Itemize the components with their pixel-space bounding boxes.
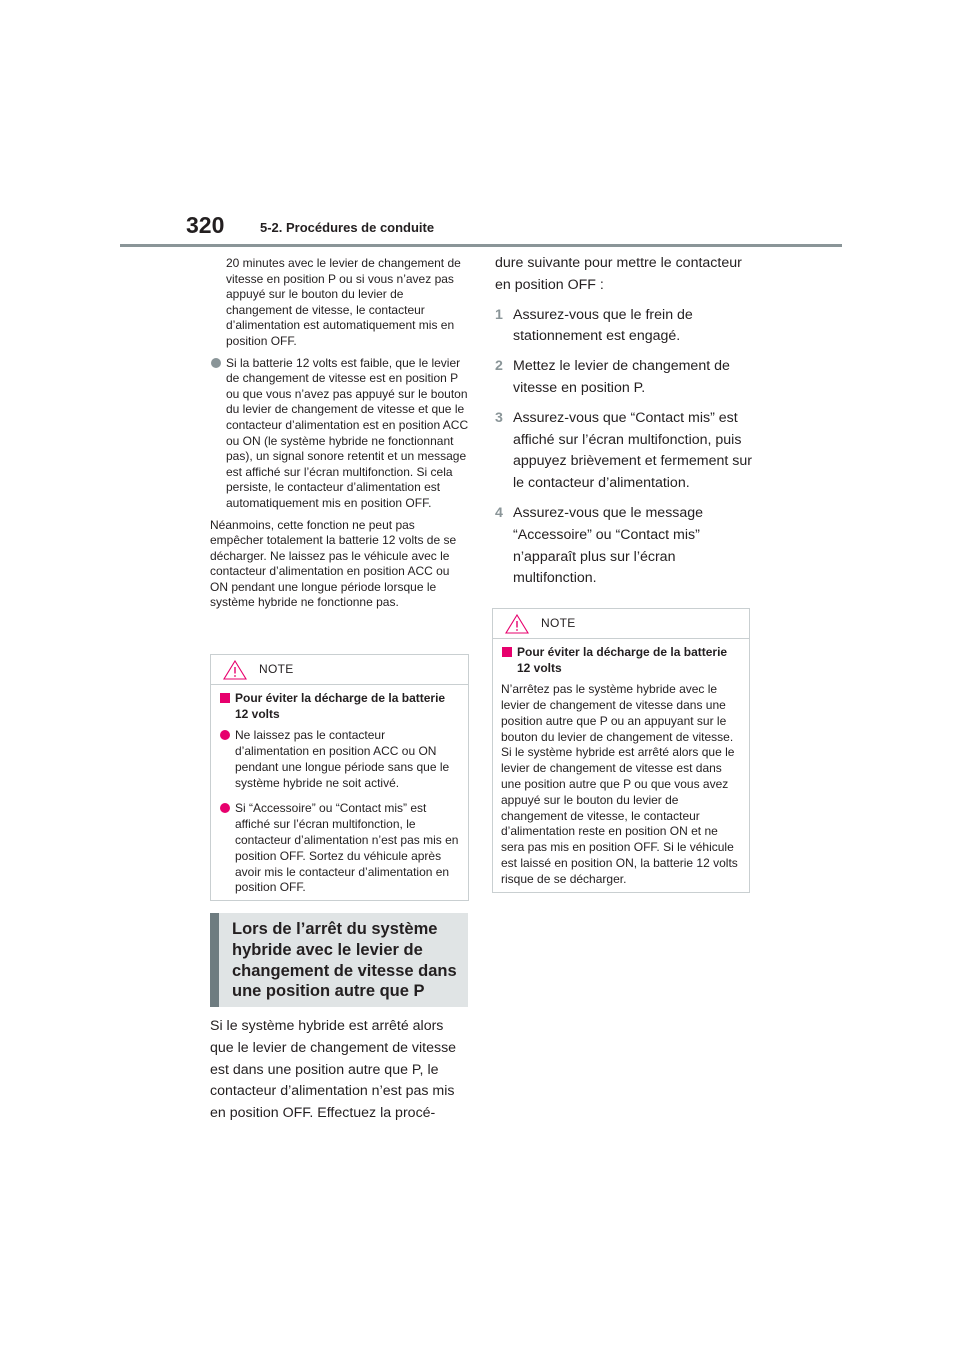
note-bullet-text: Si “Accessoire” ou “Contact mis” est affiché sur l’écran multifonction, le contacteur d’alimentation n’est pas mis en position OFF. Sortez du véhicule après avoir mis le contacteur d’alimentation en position OFF. xyxy=(235,801,459,895)
note-label: NOTE xyxy=(541,616,576,630)
note-bullet xyxy=(219,801,460,896)
step-number: 4 xyxy=(495,504,503,521)
warning-triangle-icon xyxy=(505,614,529,634)
bullet-text: Si la batterie 12 volts est faible, que le levier de changement de vitesse est en position P ou que vous n’avez pas appuyé sur le bouton du levier de changement de vitesse et que le contacteur d’alimentation est en position ACC ou ON (le système hybride ne fonctionnant pas), un signal sonore retentit et un message est affiché sur l’écran multifonction. Si cela persiste, le contacteur d’alimentation est automatiquement mis en position OFF. xyxy=(226,355,469,510)
right-column xyxy=(495,253,755,590)
step-number: 2 xyxy=(495,358,503,375)
bullet-dot-icon xyxy=(220,803,230,813)
section-heading-box xyxy=(210,913,468,1007)
note-box xyxy=(492,608,750,893)
step-item xyxy=(495,356,755,400)
page-number: 320 xyxy=(186,212,225,238)
bullet-dot-icon xyxy=(220,730,230,740)
square-bullet-icon xyxy=(502,647,512,657)
procedure-intro-cont: dure suivante pour mettre le contacteur en position OFF : xyxy=(495,255,742,293)
procedure-intro: Si le système hybride est arrêté alors que le levier de changement de vitesse est dans une position autre que P, le contacteur d’alimentation n’est pas mis en position OFF. Effectuez la procé- xyxy=(210,1018,457,1122)
body-paragraph: Néanmoins, cette fonction ne peut pas empêcher totalement la batterie 12 volts de se décharger. Ne laissez pas le véhicule avec le contacteur d’alimentation en position ACC ou ON pendant une longue période lorsque le système hybride ne fonctionne pas. xyxy=(210,517,457,610)
note-heading-text: Pour éviter la décharge de la batterie 12 volts xyxy=(517,645,728,675)
header-rule xyxy=(120,244,842,247)
step-text: Assurez-vous que le frein de stationnement est engagé. xyxy=(513,306,693,345)
step-text: Assurez-vous que le message “Accessoire” ou “Contact mis” n’apparaît plus sur l’écran multifonction. xyxy=(513,504,704,587)
note-header xyxy=(493,609,749,639)
note-bullet xyxy=(219,728,460,791)
step-text: Assurez-vous que “Contact mis” est affiché sur l’écran multifonction, puis appuyez brièvement et fermement sur le contacteur d’alimentation. xyxy=(513,409,752,492)
step-text: Mettez le levier de changement de vitesse en position P. xyxy=(513,358,730,396)
step-item xyxy=(495,503,755,590)
bullet-dot-icon xyxy=(211,358,221,368)
step-number: 3 xyxy=(495,409,503,426)
continued-paragraph: 20 minutes avec le levier de changement de vitesse en position P ou si vous n’avez pas appuyé sur le bouton du levier de changement de vitesse, le contacteur d’alimentation est automatiquement mis en position OFF. xyxy=(226,256,461,348)
note-bullet-text: Ne laissez pas le contacteur d’alimentation en position ACC ou ON pendant une longue période sans que le système hybride ne soit activé. xyxy=(235,728,450,790)
left-bottom-text xyxy=(210,1016,470,1125)
step-item xyxy=(495,305,755,349)
note-heading xyxy=(219,691,460,722)
note-heading xyxy=(501,645,741,676)
note-header xyxy=(211,655,468,685)
section-title: 5-2. Procédures de conduite xyxy=(260,220,435,235)
step-item xyxy=(495,408,755,495)
bullet-item xyxy=(210,356,470,512)
note-body xyxy=(493,639,749,896)
note-body xyxy=(211,685,468,904)
left-column xyxy=(210,256,470,611)
note-body-text: N’arrêtez pas le système hybride avec le levier de changement de vitesse dans une position autre que P ou an appuyant sur le bouton du levier de changement de vitesse. Si le système hybride est arrêté alors que le levier de changement de vitesse est dans une position autre que P ou que vous avez appuyé sur le bouton du levier de changement de vitesse, le contacteur d’alimentation reste en position ON et ne sera pas mis en position OFF. Si le véhicule est laissé en position ON, la batterie 12 volts risque de se décharger. xyxy=(501,682,738,886)
note-label: NOTE xyxy=(259,662,294,676)
note-heading-text: Pour éviter la décharge de la batterie 12 volts xyxy=(235,691,446,721)
note-box xyxy=(210,654,469,901)
section-heading: Lors de l’arrêt du système hybride avec le levier de changement de vitesse dans une position autre que P xyxy=(232,920,457,1001)
warning-triangle-icon xyxy=(223,660,247,680)
step-number: 1 xyxy=(495,306,503,323)
square-bullet-icon xyxy=(220,693,230,703)
